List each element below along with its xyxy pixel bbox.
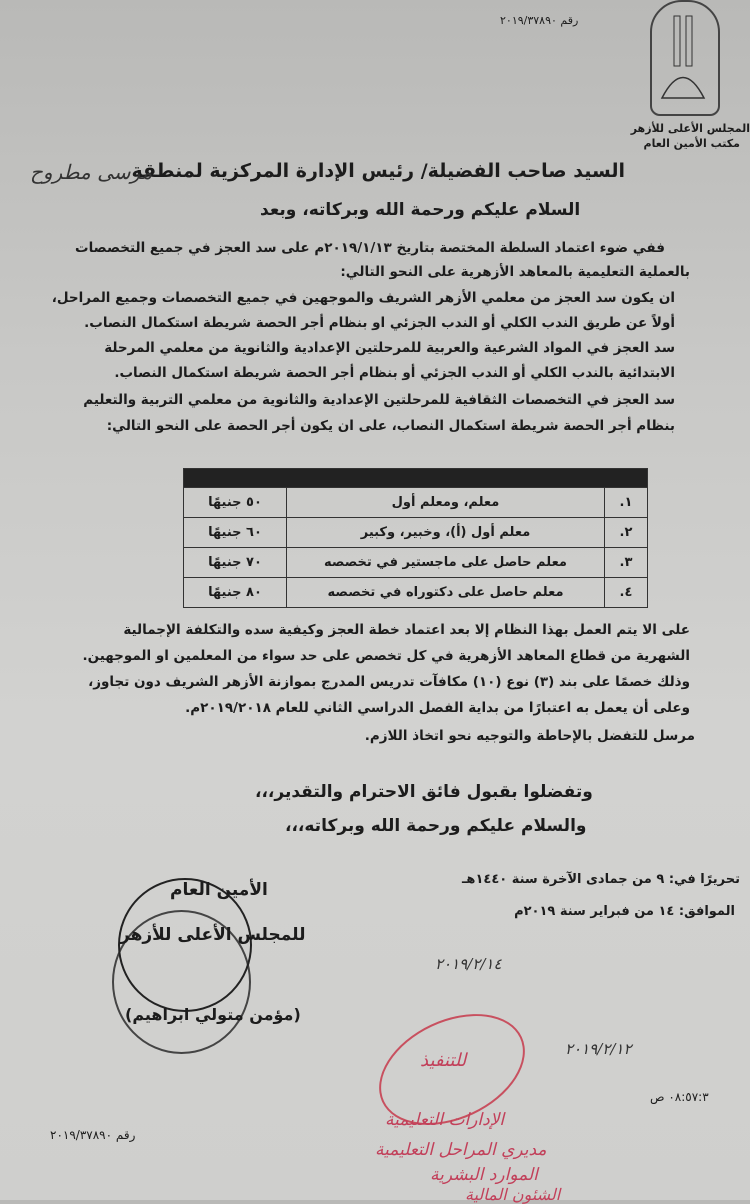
red-note-line: الشئون المالية	[465, 1185, 561, 1204]
forwarding-line: مرسل للتفضل بالإحاطة والتوجيه نحو اتخاذ اللازم.	[364, 728, 695, 744]
hijri-date: تحريرًا في: ٩ من جمادى الآخرة سنة ١٤٤٠هـ	[461, 872, 740, 887]
red-note-execute: للتنفيذ	[420, 1050, 467, 1071]
greeting: السلام عليكم ورحمة الله وبركاته، وبعد	[260, 200, 581, 220]
table-row	[184, 488, 648, 518]
closing-respect: وتفضلوا بقبول فائق الاحترام والتقدير،،،	[255, 782, 593, 802]
closing-greeting: والسلام عليكم ورحمة الله وبركاته،،،	[285, 816, 587, 836]
condition-line: الشهرية من قطاع المعاهد الأزهرية في كل تخصص على حد سواء من المعلمين او الموجهين.	[82, 648, 690, 664]
reference-number-bottom: رقم ٢٠١٩/٣٧٨٩٠	[50, 1128, 136, 1142]
bullet-1-cont: أولاً عن طريق الندب الكلي أو الندب الجزئي او بنظام أجر الحصة شريطة استكمال النصاب.	[84, 315, 675, 331]
red-note-line: الإدارات التعليمية	[385, 1110, 505, 1130]
row-number: ٣.	[605, 548, 648, 578]
signatory-role: الأمين العام	[170, 880, 268, 900]
bullet-3: سد العجز في التخصصات الثقافية للمرحلتين الإعدادية والثانوية من معلمي التربية والتعليم	[83, 392, 675, 408]
intro-line: ففي ضوء اعتماد السلطة المختصة بتاريخ ٢٠١٩/١/١٣م على سد العجز في جميع التخصصات	[75, 240, 665, 256]
handwritten-date-2: ٢٠١٩/٢/١٢	[565, 1040, 632, 1058]
signatory-name: (مؤمن متولي ابراهيم)	[125, 1005, 301, 1024]
handwritten-region: مرسى مطروح	[30, 160, 153, 184]
budget-line: وذلك خصمًا على بند (٣) نوع (١٠) مكافآت تدريس المدرج بموازنة الأزهر الشريف دون تجاوز،	[88, 674, 690, 690]
mosque-minaret-icon	[652, 2, 714, 110]
bullet-2: سد العجز في المواد الشرعية والعربية للمرحلتين الإعدادية والثانوية من معلمي المرحلة	[104, 340, 675, 356]
row-number: ٤.	[605, 578, 648, 608]
al-azhar-logo	[650, 0, 720, 116]
hourly-rate: ٨٠ جنيهًا	[184, 578, 287, 608]
rates-table	[183, 468, 648, 608]
red-note-line: الموارد البشرية	[430, 1165, 538, 1185]
signatory-council: للمجلس الأعلى للأزهر	[120, 925, 306, 945]
bullet-1: ان يكون سد العجز من معلمي الأزهر الشريف والموجهين في جميع التخصصات وجميع المراحل،	[51, 290, 675, 306]
addressee-title: السيد صاحب الفضيلة/ رئيس الإدارة المركزية لمنطقة	[131, 160, 625, 182]
teacher-category: معلم حاصل على دكتوراه في تخصصه	[287, 578, 605, 608]
table-row	[184, 548, 648, 578]
margin-time: ٠٨:٥٧:٣ ص	[650, 1090, 709, 1104]
intro-line: بالعملية التعليمية بالمعاهد الأزهرية على النحو التالي:	[340, 264, 690, 280]
row-number: ١.	[605, 488, 648, 518]
row-number: ٢.	[605, 518, 648, 548]
reference-number-top: رقم ٢٠١٩/٣٧٨٩٠	[500, 14, 579, 27]
table-header-row	[184, 469, 648, 488]
bullet-2-cont: الابتدائية بالندب الكلي أو الندب الجزئي أو بنظام أجر الحصة شريطة استكمال النصاب.	[114, 365, 675, 381]
red-note-line: مديري المراحل التعليمية	[375, 1140, 547, 1160]
teacher-category: معلم حاصل على ماجستير في تخصصه	[287, 548, 605, 578]
handwritten-date: ٢٠١٩/٢/١٤	[435, 955, 502, 973]
handwritten-signature	[565, 990, 655, 991]
hourly-rate: ٥٠ جنيهًا	[184, 488, 287, 518]
hourly-rate: ٦٠ جنيهًا	[184, 518, 287, 548]
teacher-category: معلم أول (أ)، وخبير، وكبير	[287, 518, 605, 548]
org-office: مكتب الأمين العام	[643, 137, 740, 150]
gregorian-date: الموافق: ١٤ من فبراير سنة ٢٠١٩م	[514, 904, 735, 919]
hourly-rate: ٧٠ جنيهًا	[184, 548, 287, 578]
org-name: المجلس الأعلى للأزهر	[630, 122, 750, 135]
table-row	[184, 518, 648, 548]
teacher-category: معلم، ومعلم أول	[287, 488, 605, 518]
effective-date-line: وعلى أن يعمل به اعتبارًا من بداية الفصل الدراسي الثاني للعام ٢٠١٩/٢٠١٨م.	[185, 700, 690, 716]
table-row	[184, 578, 648, 608]
bullet-3-cont: بنظام أجر الحصة شريطة استكمال النصاب، على ان يكون أجر الحصة على النحو التالي:	[106, 418, 675, 434]
condition-line: على الا يتم العمل بهذا النظام إلا بعد اعتماد خطة العجز وكيفية سده والتكلفة الإجمالية	[123, 622, 690, 638]
